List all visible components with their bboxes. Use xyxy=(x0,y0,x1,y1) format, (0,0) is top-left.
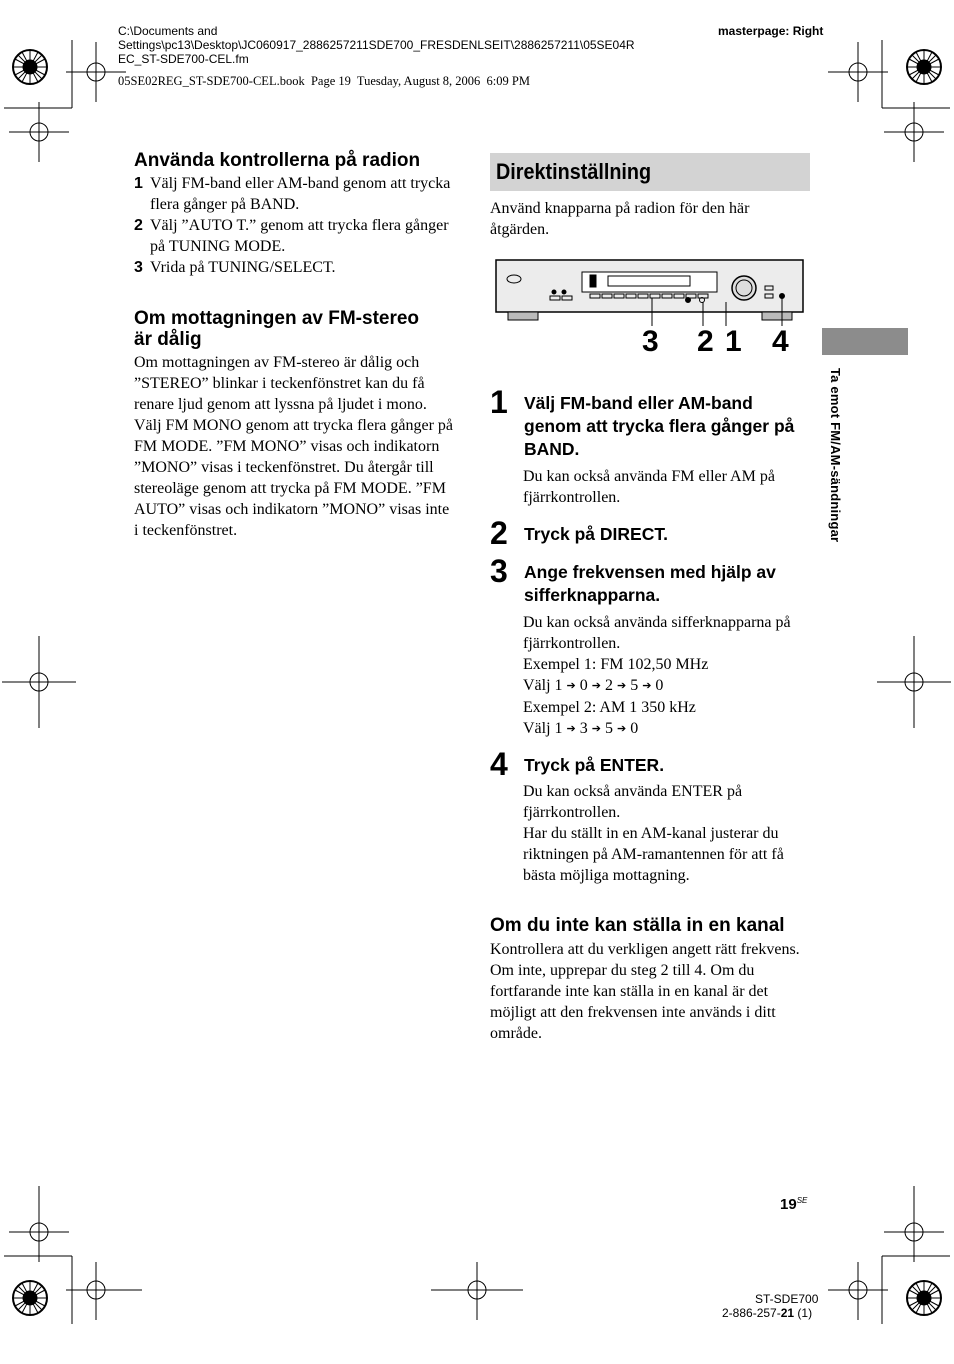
crosshair-icon xyxy=(828,42,888,102)
step-3-body xyxy=(523,612,813,740)
masterpage-label: masterpage: Right xyxy=(718,24,824,38)
seq-digit: 0 xyxy=(630,720,639,737)
callout-label: 3 xyxy=(642,325,659,358)
step-title: Tryck på DIRECT. xyxy=(524,524,668,544)
code-bold: 21 xyxy=(780,1306,795,1320)
side-tab-marker xyxy=(822,328,908,355)
step-number: 3 xyxy=(134,259,143,276)
seq-word: Välj xyxy=(523,677,551,694)
crosshair-icon xyxy=(431,1262,523,1320)
step-title: Välj FM-band eller AM-band genom att trycka flera gånger på BAND. xyxy=(524,393,795,459)
crosshair-icon xyxy=(9,102,69,162)
step-number: 1 xyxy=(490,384,508,420)
side-tab-label: Ta emot FM/AM-sändningar xyxy=(828,368,843,543)
list-item xyxy=(134,257,456,278)
step-title: Ange frekvensen med hjälp av sifferknapparna. xyxy=(524,562,776,605)
crosshair-icon xyxy=(66,42,126,102)
step-4-body xyxy=(523,781,813,886)
arrow-right-icon: ➔ xyxy=(566,680,576,692)
callout-label: 2 xyxy=(697,325,714,358)
step-1-body xyxy=(523,466,813,508)
step-body-text: Har du ställt in en AM-kanal justerar du riktningen på AM-ramantennen för att få bästa möjliga mottagning. xyxy=(523,825,784,884)
seq-digit: 0 xyxy=(655,677,664,694)
crosshair-icon xyxy=(2,636,76,728)
seq-digit: 5 xyxy=(630,677,639,694)
crosshair-icon xyxy=(66,1262,142,1320)
code-prefix: 2-886-257- xyxy=(722,1306,781,1320)
starburst-icon xyxy=(13,1281,47,1315)
step-body-text: Du kan också använda ENTER på fjärrkontrollen. xyxy=(523,783,743,821)
file-path-line: Settings\pc13\Desktop\JC060917_2886257211SDE700_FRESDENLSEIT\2886257211\05SE04R xyxy=(118,38,635,52)
radio-controls-steps xyxy=(134,173,456,278)
step-number: 2 xyxy=(490,515,508,551)
step-title: Tryck på ENTER. xyxy=(524,755,665,775)
starburst-icon xyxy=(13,50,47,84)
seq-word: Välj xyxy=(523,720,551,737)
cannot-tune-paragraph: Kontrollera att du verkligen angett rätt frekvens. Om inte, upprepar du steg 2 till 4. Om du fortfarande inte kan ställa in en kanal är det möjligt att den frekvensen inte används i ditt område. xyxy=(490,941,800,1042)
seq-digit: 5 xyxy=(604,720,613,737)
code-suffix: (1) xyxy=(794,1306,813,1320)
page-number-suffix: SE xyxy=(796,1196,808,1205)
starburst-icon xyxy=(907,1281,941,1315)
list-item xyxy=(134,173,456,215)
crosshair-icon xyxy=(9,1186,69,1262)
arrow-right-icon: ➔ xyxy=(616,723,627,735)
step-text: Välj ”AUTO T.” genom att trycka flera gånger på TUNING MODE. xyxy=(150,217,449,255)
crosshair-icon xyxy=(884,102,944,162)
example-sequence-2 xyxy=(523,718,813,740)
crosshair-icon xyxy=(828,1262,888,1320)
step-number: 1 xyxy=(134,175,143,192)
section-banner xyxy=(490,153,810,191)
arrow-right-icon: ➔ xyxy=(591,723,601,735)
heading-fm-stereo xyxy=(134,308,464,350)
step-number: 2 xyxy=(134,217,143,234)
banner-title: Direktinställning xyxy=(496,159,652,184)
arrow-right-icon: ➔ xyxy=(566,723,576,735)
crosshair-icon xyxy=(877,636,951,728)
seq-digit: 1 xyxy=(554,677,563,694)
seq-digit: 0 xyxy=(579,677,588,694)
heading-cannot-tune: Om du inte kan ställa in en kanal xyxy=(490,915,785,936)
fm-stereo-paragraph: Om mottagningen av FM-stereo är dålig och ”STEREO” blinkar i teckenfönstret kan du få renare ljud genom att lyssna på ljudet i mono. Välj FM MONO genom att trycka flera gånger på FM MODE. ”FM MONO” visas och indikatorn ”MONO” visas i teckenfönstret. Du återgår till stereoläge genom att trycka på FM MODE. ”FM AUTO” visas och indikatorn ”MONO” visas inte i teckenfönstret. xyxy=(134,354,454,539)
step-body-text: Du kan också använda sifferknapparna på fjärrkontrollen. xyxy=(523,614,791,652)
step-body-text: Exempel 2: AM 1 350 kHz xyxy=(523,699,696,716)
callout-label: 1 xyxy=(725,325,742,358)
step-number: 3 xyxy=(490,553,508,589)
crosshair-icon xyxy=(884,1186,944,1262)
callout-label: 4 xyxy=(772,325,789,358)
heading-line: är dålig xyxy=(134,329,202,350)
starburst-icon xyxy=(907,50,941,84)
example-sequence-1 xyxy=(523,675,813,697)
seq-digit: 3 xyxy=(579,720,588,737)
callout-labels xyxy=(490,323,810,363)
book-info-line: 05SE02REG_ST-SDE700-CEL.book Page 19 Tuesday, August 8, 2006 6:09 PM xyxy=(118,74,530,88)
file-path-line: C:\Documents and xyxy=(118,24,218,38)
file-path-line: EC_ST-SDE700-CEL.fm xyxy=(118,52,249,66)
step-text: Välj FM-band eller AM-band genom att trycka flera gånger på BAND. xyxy=(150,175,451,213)
page-number xyxy=(780,1196,807,1213)
step-body-text: Du kan också använda FM eller AM på fjärrkontrollen. xyxy=(523,468,775,506)
arrow-right-icon: ➔ xyxy=(616,680,627,692)
step-text: Vrida på TUNING/SELECT. xyxy=(150,259,336,276)
page-number-value: 19 xyxy=(780,1196,797,1213)
seq-digit: 2 xyxy=(604,677,613,694)
heading-radio-controls: Använda kontrollerna på radion xyxy=(134,150,421,171)
arrow-right-icon: ➔ xyxy=(591,680,601,692)
footer-model: ST-SDE700 xyxy=(755,1292,819,1306)
list-item xyxy=(134,215,456,257)
intro-text: Använd knapparna på radion för den här åtgärden. xyxy=(490,200,750,238)
seq-digit: 1 xyxy=(554,720,563,737)
step-body-text: Exempel 1: FM 102,50 MHz xyxy=(523,656,709,673)
heading-line: Om mottagningen av FM-stereo xyxy=(134,308,420,329)
footer-code xyxy=(722,1306,812,1320)
step-number: 4 xyxy=(490,746,508,782)
receiver-illustration xyxy=(490,258,810,328)
arrow-right-icon: ➔ xyxy=(642,680,652,692)
